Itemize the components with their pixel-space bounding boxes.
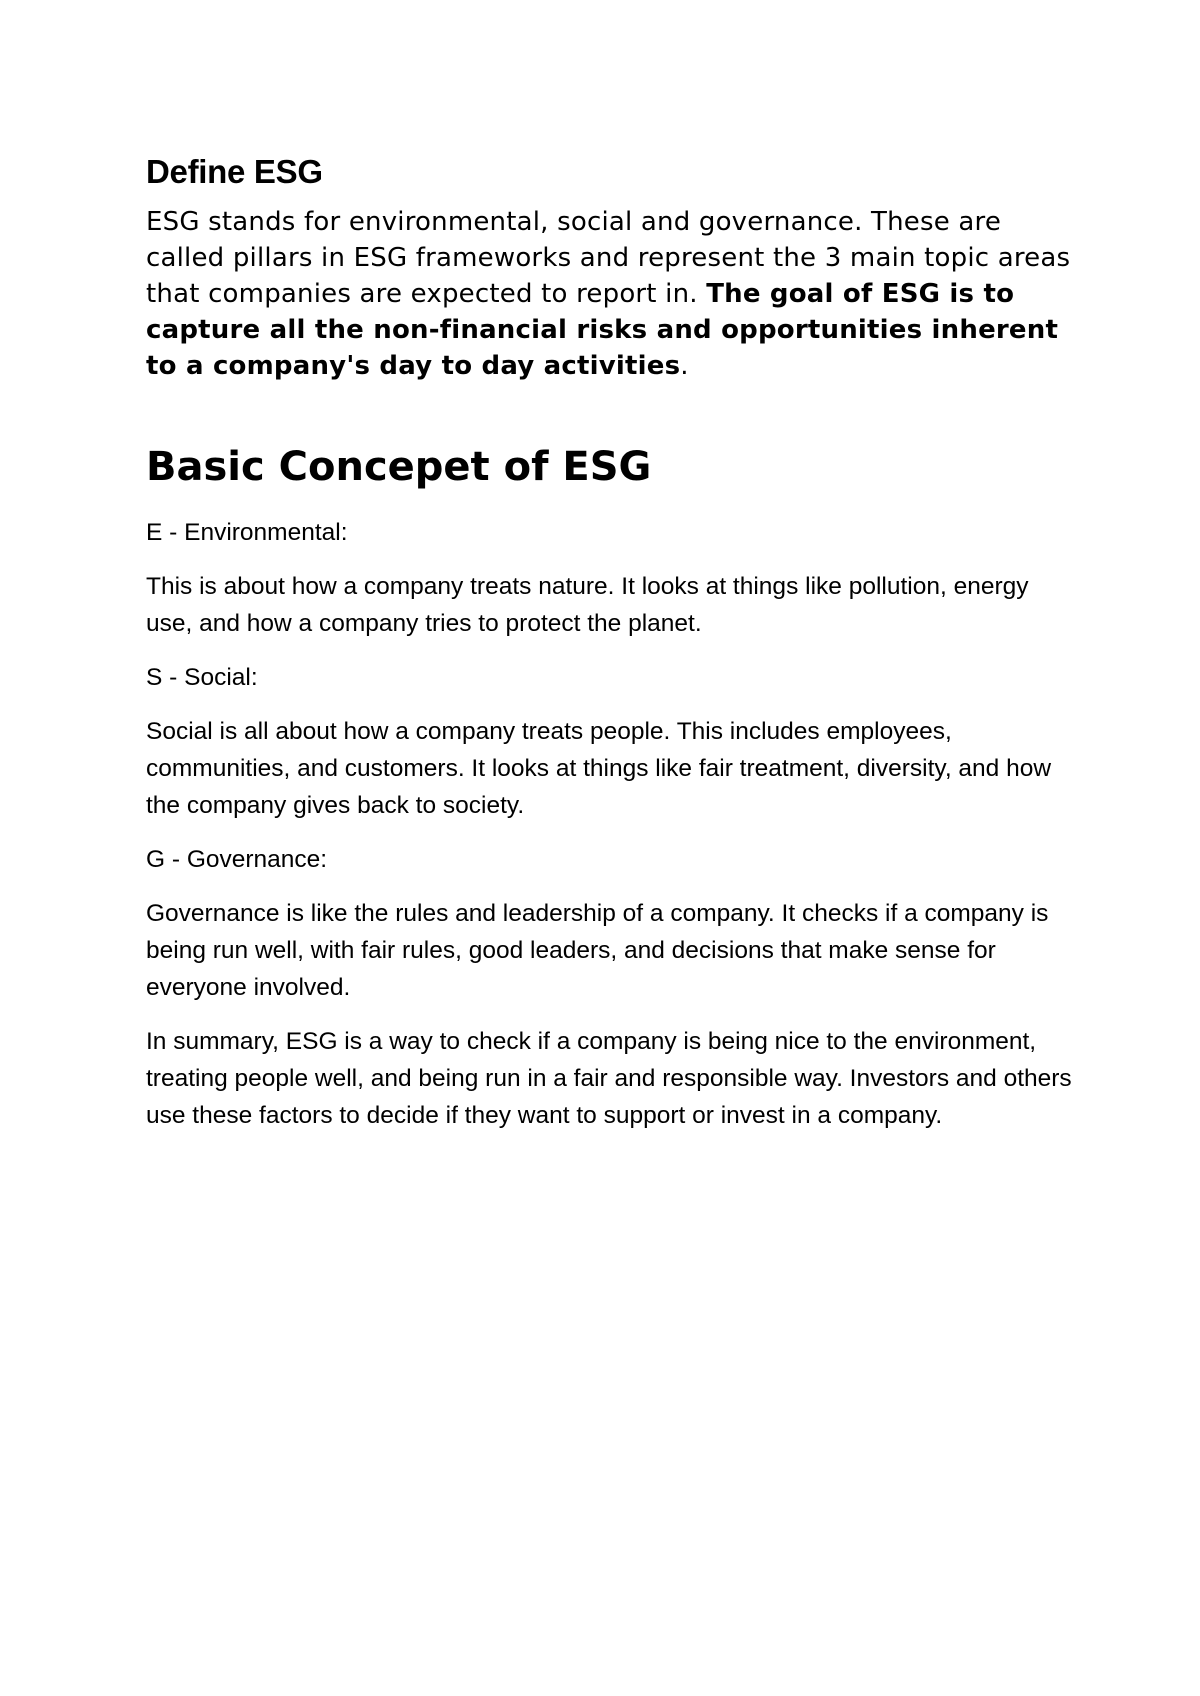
document-content (146, 150, 1076, 1151)
define-esg-heading: Define ESG (146, 153, 323, 190)
esg-intro-plain-text: ESG stands for environmental, social and governance. These are called pillars in ESG frameworks and represent the 3 main topic areas that companies are expected to report in. (146, 207, 1071, 309)
esg-intro-paragraph (146, 204, 1076, 384)
esg-intro-end-text: . (680, 351, 689, 381)
summary-paragraph: In summary, ESG is a way to check if a company is being nice to the environment, treating people well, and being run in a fair and responsible way. Investors and others use these factors to decide if they want to support or invest in a company. (146, 1028, 1072, 1129)
governance-paragraph: Governance is like the rules and leadership of a company. It checks if a company is being run well, with fair rules, good leaders, and decisions that make sense for everyone involved. (146, 900, 1049, 1001)
environmental-paragraph: This is about how a company treats nature. It looks at things like pollution, energy use, and how a company tries to protect the planet. (146, 573, 1029, 637)
social-label: S - Social: (146, 664, 258, 691)
social-paragraph: Social is all about how a company treats people. This includes employees, communities, and customers. It looks at things like fair treatment, diversity, and how the company gives back to society. (146, 718, 1052, 819)
basic-concept-heading: Basic Concepet of ESG (146, 444, 652, 490)
governance-label: G - Governance: (146, 846, 328, 873)
esg-intro-bold-text: The goal of ESG is to capture all the non-financial risks and opportunities inherent to a company's day to day activities (146, 279, 1059, 381)
environmental-label: E - Environmental: (146, 519, 348, 546)
